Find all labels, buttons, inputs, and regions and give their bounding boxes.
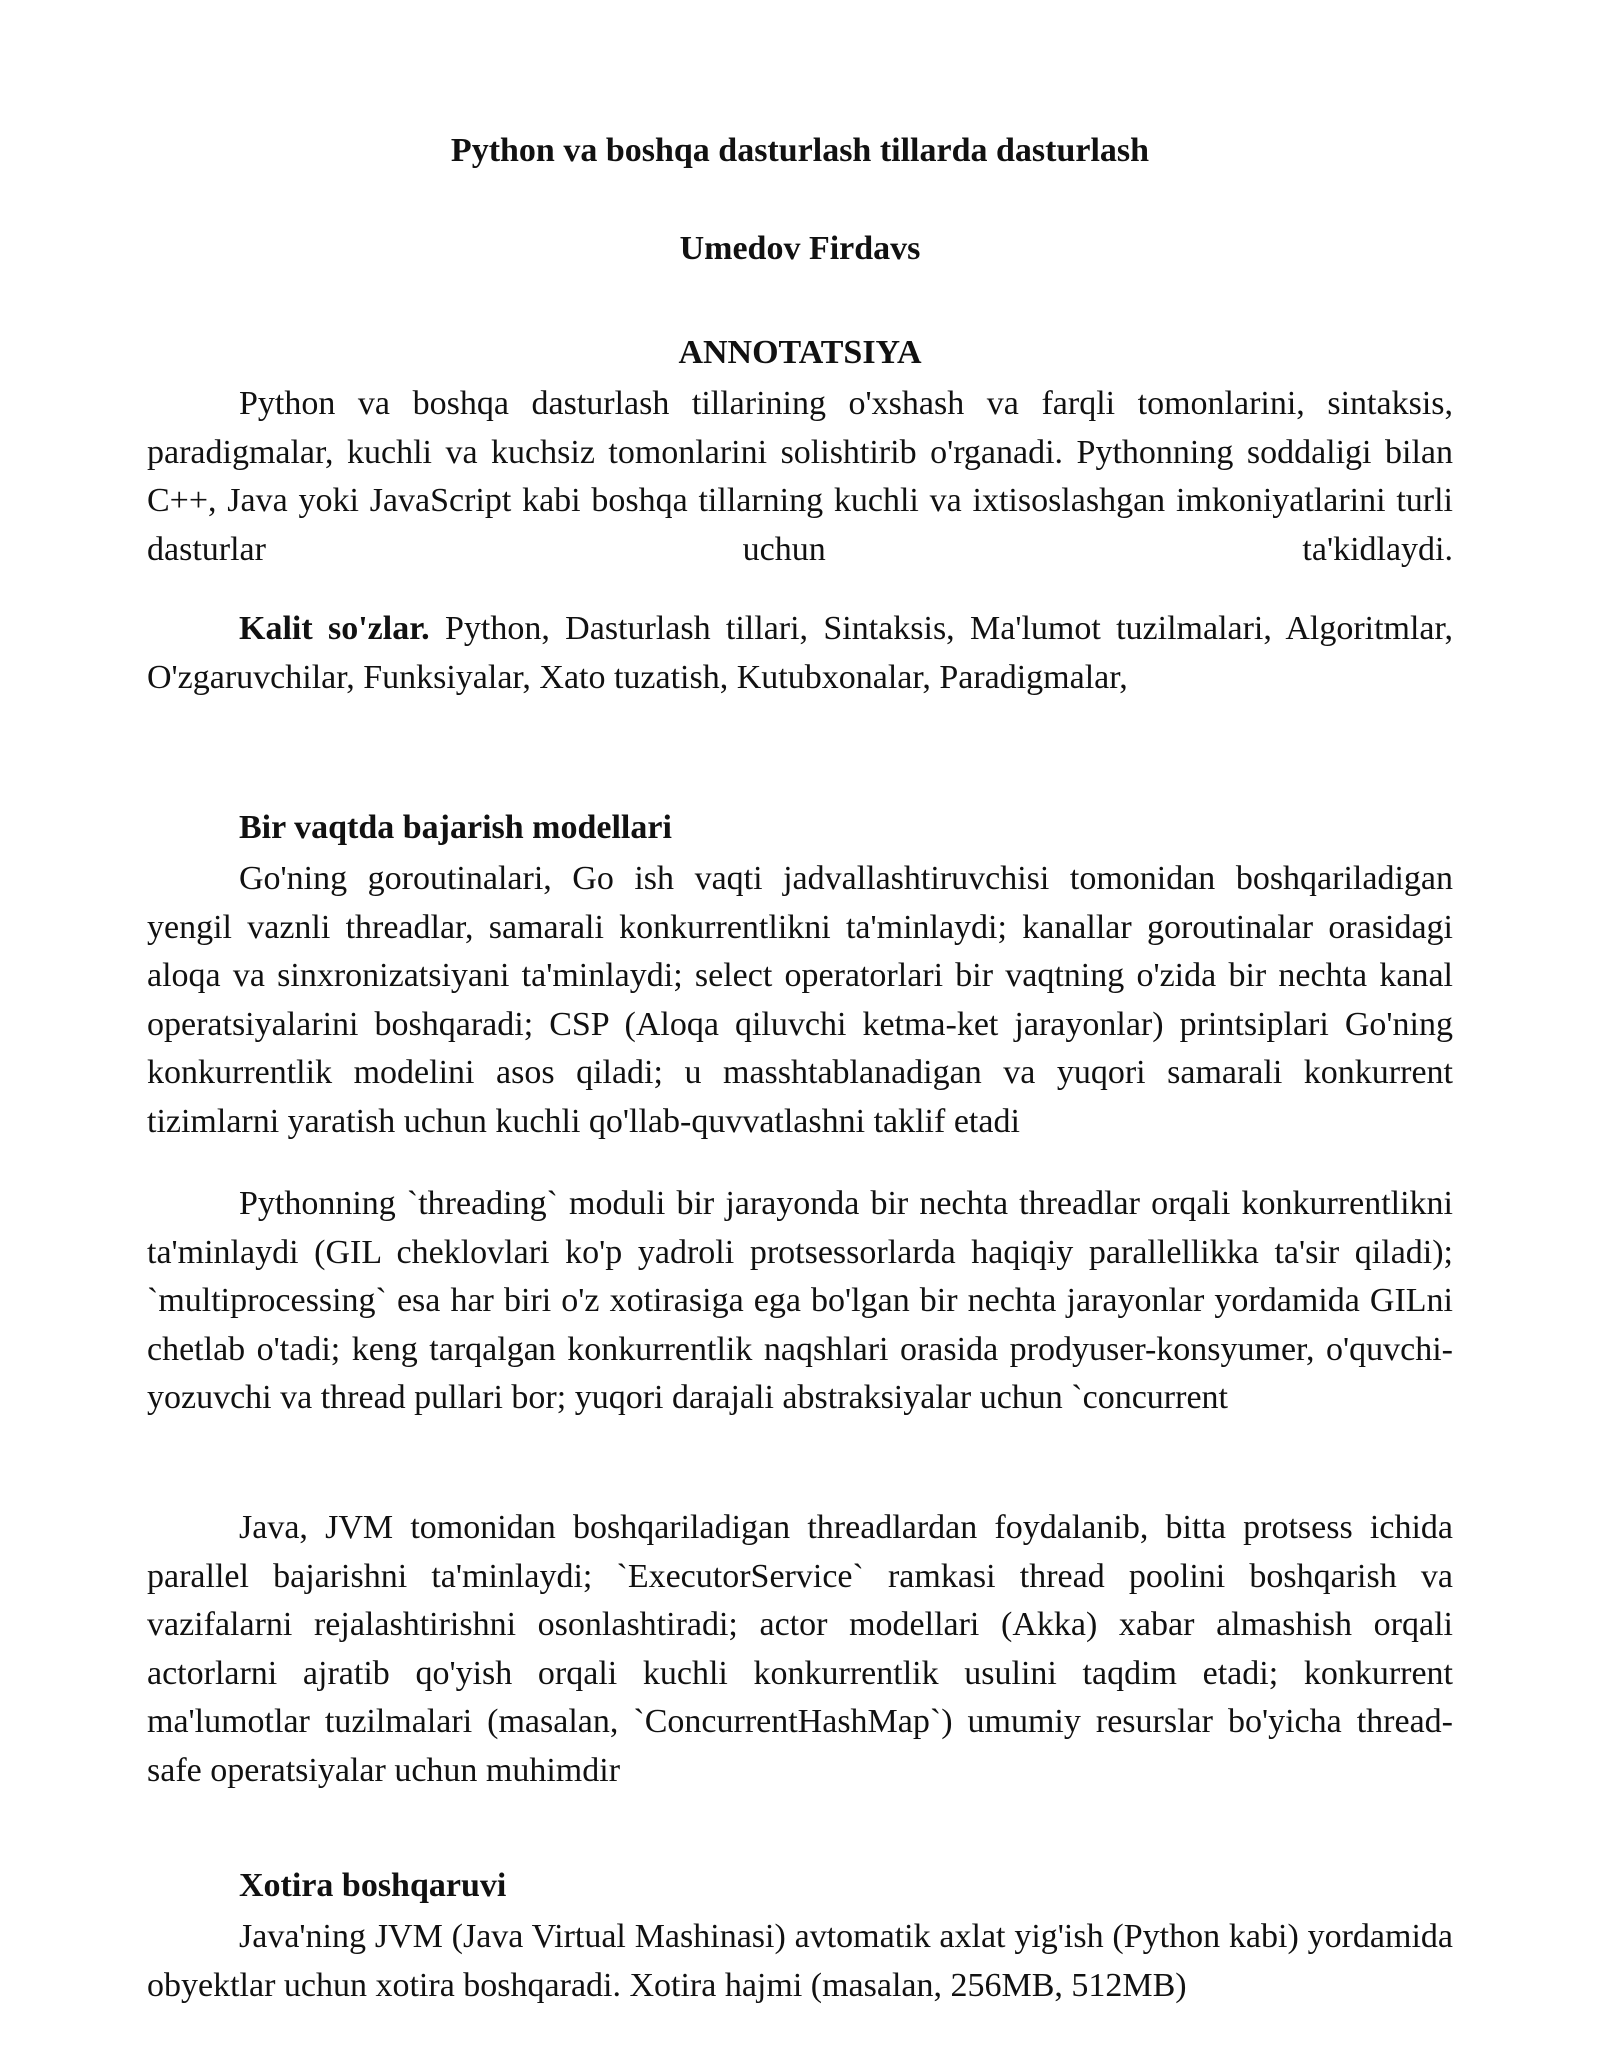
section-paragraph: Pythonning `threading` moduli bir jarayonda bir nechta threadlar orqali konkurrentlikni ta'minlaydi (GIL cheklovlari ko'p yadroli protsessorlarda haqiqiy parallellikka ta'sir qiladi); `multiprocessing` esa har biri o'z xotirasiga ega bo'lgan bir nechta jarayonlar yordamida GILni chetlab o'tadi; keng tarqalgan konkurrentlik naqshlari orasida prodyuser-konsyumer, o'quvchi-yozuvchi va thread pullari bor; yuqori darajali abstraksiyalar uchun `concurrent [147, 1185, 1453, 1416]
section-heading-memory: Xotira boshqaruvi [239, 1867, 507, 1904]
abstract-paragraph: Python va boshqa dasturlash tillarining o'xshash va farqli tomonlarini, sintaksis, paradigmalar, kuchli va kuchsiz tomonlarini solishtirib o'rganadi. Pythonning soddaligi bilan C++, Java yoki JavaScript kabi boshqa tillarning kuchli va ixtisoslashgan imkoniyatlarini turli dasturlar uchun ta'kidlaydi. [147, 385, 1453, 568]
section-paragraph: Java'ning JVM (Java Virtual Mashinasi) avtomatik axlat yig'ish (Python kabi) yordamida obyektlar uchun xotira boshqaradi. Xotira hajmi (masalan, 256MB, 512MB) [147, 1918, 1453, 2004]
section-heading-concurrency: Bir vaqtda bajarish modellari [239, 809, 672, 846]
author-name: Umedov Firdavs [679, 230, 921, 267]
paper-title: Python va boshqa dasturlash tillarda dasturlash [450, 132, 1150, 169]
section-paragraph: Go'ning goroutinalari, Go ish vaqti jadvallashtiruvchisi tomonidan boshqariladigan yengil vaznli threadlar, samarali konkurrentlikni ta'minlaydi; kanallar goroutinalar orasidagi aloqa va sinxronizatsiyani ta'minlaydi; select operatorlari bir vaqtning o'zida bir nechta kanal operatsiyalarini boshqaradi; CSP (Aloqa qiluvchi ketma-ket jarayonlar) printsiplari Go'ning konkurrentlik modelini asos qiladi; u masshtablanadigan va yuqori samarali konkurrent tizimlarni yaratish uchun kuchli qo'llab-quvvatlashni taklif etadi [147, 860, 1453, 1140]
keywords-list: Python, Dasturlash tillari, Sintaksis, Ma'lumot tuzilmalari, Algoritmlar, O'zgaruvchilar, Funksiyalar, Xato tuzatish, Kutubxonalar, Paradigmalar, [147, 610, 1453, 696]
keywords-paragraph [147, 605, 1453, 702]
keywords-label: Kalit so'zlar. [239, 610, 430, 647]
abstract-heading: ANNOTATSIYA [678, 334, 922, 371]
section-paragraph: Java, JVM tomonidan boshqariladigan threadlardan foydalanib, bitta protsess ichida parallel bajarishni ta'minlaydi; `ExecutorService` ramkasi thread poolini boshqarish va vazifalarni rejalashtirishni osonlashtiradi; actor modellari (Akka) xabar almashish orqali actorlarni ajratib qo'yish orqali kuchli konkurrentlik usulini taqdim etadi; konkurrent ma'lumotlar tuzilmalari (masalan, `ConcurrentHashMap`) umumiy resurslar bo'yicha thread-safe operatsiyalar uchun muhimdir [147, 1509, 1453, 1789]
